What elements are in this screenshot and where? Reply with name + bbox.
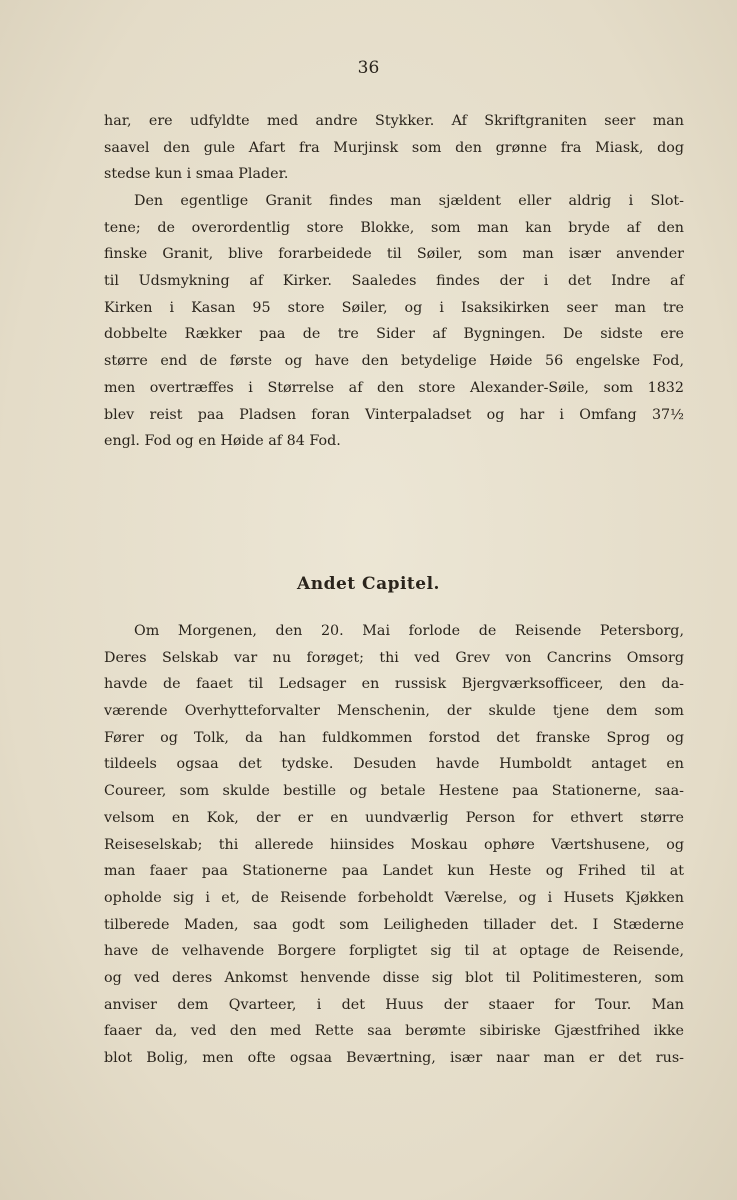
text-line: Deres Selskab var nu forøget; thi ved Grev von Cancrins Omsorg	[104, 649, 684, 666]
text-line: stedse kun i smaa Plader.	[104, 166, 289, 183]
paragraph-granite-types	[104, 108, 684, 188]
text-line: blot Bolig, men ofte ogsaa Beværtning, især naar man er det rus-	[104, 1050, 684, 1066]
text-line: har, ere udfyldte med andre Stykker. Af Skriftgraniten seer man	[104, 113, 684, 129]
text-line: og ved deres Ankomst henvende disse sig blot til Politimesteren, som	[104, 969, 684, 986]
text-line: engl. Fod og en Høide af 84 Fod.	[104, 433, 341, 450]
text-line: finske Granit, blive forarbeidede til Søiler, som man især anvender	[104, 246, 684, 263]
chapter-heading: Andet Capitel.	[297, 574, 440, 594]
page-number: 36	[357, 58, 380, 78]
text-line: tildeels ogsaa det tydske. Desuden havde Humboldt antaget en	[104, 756, 684, 773]
paragraph-granite-columns	[104, 188, 684, 455]
text-line: blev reist paa Pladsen foran Vinterpaladset og har i Omfang 37½	[104, 406, 684, 423]
text-line: opholde sig i et, de Reisende forbeholdt Værelse, og i Husets Kjøkken	[104, 889, 684, 906]
text-line: have de velhavende Borgere forpligtet sig til at optage de Reisende,	[104, 943, 684, 960]
text-line: Den egentlige Granit findes man sjældent eller aldrig i Slot-	[134, 193, 684, 209]
text-line: værende Overhytteforvalter Menschenin, der skulde tjene dem som	[104, 703, 684, 720]
text-line: men overtræffes i Størrelse af den store Alexander-Søile, som 1832	[104, 379, 684, 396]
text-line: dobbelte Rækker paa de tre Sider af Bygningen. De sidste ere	[104, 326, 684, 343]
text-line: tilberede Maden, saa godt som Leiligheden tillader det. I Stæderne	[104, 916, 684, 933]
text-line: tene; de overordentlig store Blokke, som man kan bryde af den	[104, 219, 684, 236]
text-line: havde de faaet til Ledsager en russisk Bjergværksofficeer, den da-	[104, 676, 684, 693]
text-line: Reiseselskab; thi allerede hiinsides Moskau ophøre Værtshusene, og	[104, 836, 684, 853]
text-line: Coureer, som skulde bestille og betale Hestene paa Stationerne, saa-	[104, 783, 684, 800]
text-line: anviser dem Qvarteer, i det Huus der staaer for Tour. Man	[104, 996, 684, 1013]
text-line: saavel den gule Afart fra Murjinsk som den grønne fra Miask, dog	[104, 139, 684, 156]
text-line: velsom en Kok, der er en uundværlig Person for ethvert større	[104, 809, 684, 826]
paragraph-chapter-opening	[104, 618, 684, 1072]
text-line: Kirken i Kasan 95 store Søiler, og i Isaksikirken seer man tre	[104, 299, 684, 316]
text-line: faaer da, ved den med Rette saa berømte sibiriske Gjæstfrihed ikke	[104, 1023, 684, 1040]
text-line: til Udsmykning af Kirker. Saaledes findes der i det Indre af	[104, 273, 684, 290]
text-line: større end de første og have den betydelige Høide 56 engelske Fod,	[104, 353, 684, 370]
text-line: man faaer paa Stationerne paa Landet kun Heste og Frihed til at	[104, 863, 684, 880]
text-line: Fører og Tolk, da han fuldkommen forstod det franske Sprog og	[104, 729, 684, 746]
text-line: Om Morgenen, den 20. Mai forlode de Reisende Petersborg,	[134, 623, 684, 639]
